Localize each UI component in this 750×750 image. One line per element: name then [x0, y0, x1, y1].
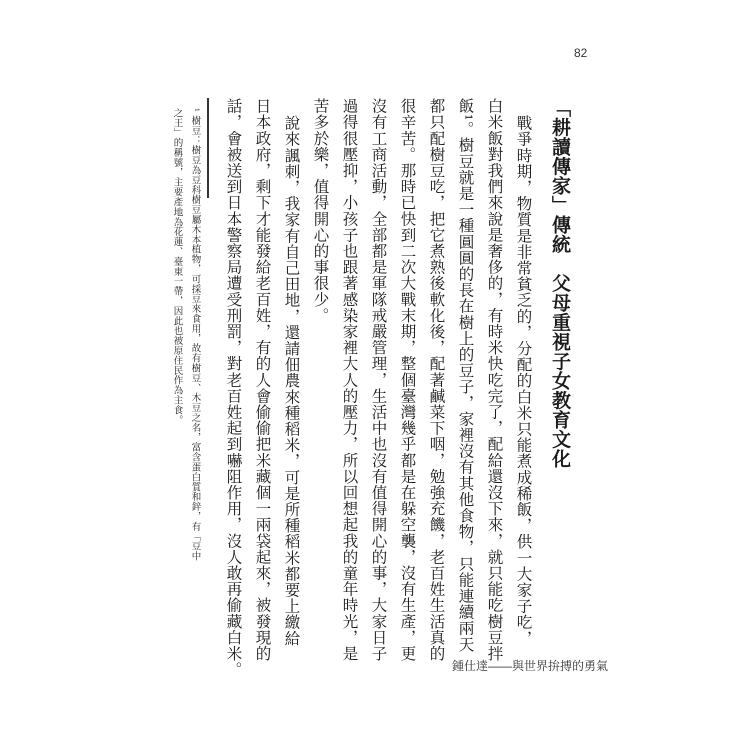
section-heading: 「耕讀傳家」傳統 父母重視子女教育文化	[549, 98, 571, 469]
footnote-line: 之王」的稱號，主要產地為花蓮、臺東一帶，因此也被原住民作為主食。	[171, 108, 183, 425]
body-line: 很辛苦。那時已快到二次大戰末期，整個臺灣幾乎都是在躲空襲，沒有生產，更	[398, 98, 417, 662]
body-line: 戰爭時期，物質是非常貧乏的，分配的白米只能煮成稀飯，供一大家子吃，	[514, 115, 533, 647]
footnote-line: ¹ 樹豆：樹豆為豆科樹豆屬木本植物，可採豆來食用，故有樹豆、木豆之名，富含蛋白質和鋅，有「豆中	[189, 108, 201, 562]
body-line: 飯¹。樹豆就是一種圓圓的長在樹上的豆子，家裡沒有其他食物，只能連續兩天	[456, 98, 475, 653]
footnote-divider	[207, 98, 209, 198]
running-footer: 鍾仕達——與世界拚搏的勇氣	[452, 659, 609, 673]
body-line: 日本政府，剩下才能發給老百姓，有的人會偷偷把米藏個一兩袋起來，被發現的	[253, 98, 272, 662]
body-line: 苦多於樂，值得開心的事很少。	[311, 98, 330, 324]
page-number: 82	[574, 46, 588, 60]
body-line: 過得很壓抑，小孩子也跟著感染家裡大人的壓力，所以回想起我的童年時光，是	[340, 98, 359, 662]
body-line: 白米飯對我們來說是奢侈的，有時米快吃完了，配給還沒下來，就只能吃樹豆拌	[485, 98, 504, 662]
body-line: 話，會被送到日本警察局遭受刑罰，對老百姓起到嚇阻作用，沒人敢再偷藏白米。	[224, 98, 243, 678]
body-line: 說來諷刺，我家有自己田地，還請佃農來種稻米，可是所種稻米都要上繳給	[282, 115, 301, 647]
body-line: 都只配樹豆吃，把它煮熟後軟化後，配著鹹菜下咽，勉強充饑，老百姓生活真的	[427, 98, 446, 662]
body-line: 沒有工商活動，全部都是軍隊戒嚴管理，生活中也沒有值得開心的事，大家日子	[369, 98, 388, 662]
